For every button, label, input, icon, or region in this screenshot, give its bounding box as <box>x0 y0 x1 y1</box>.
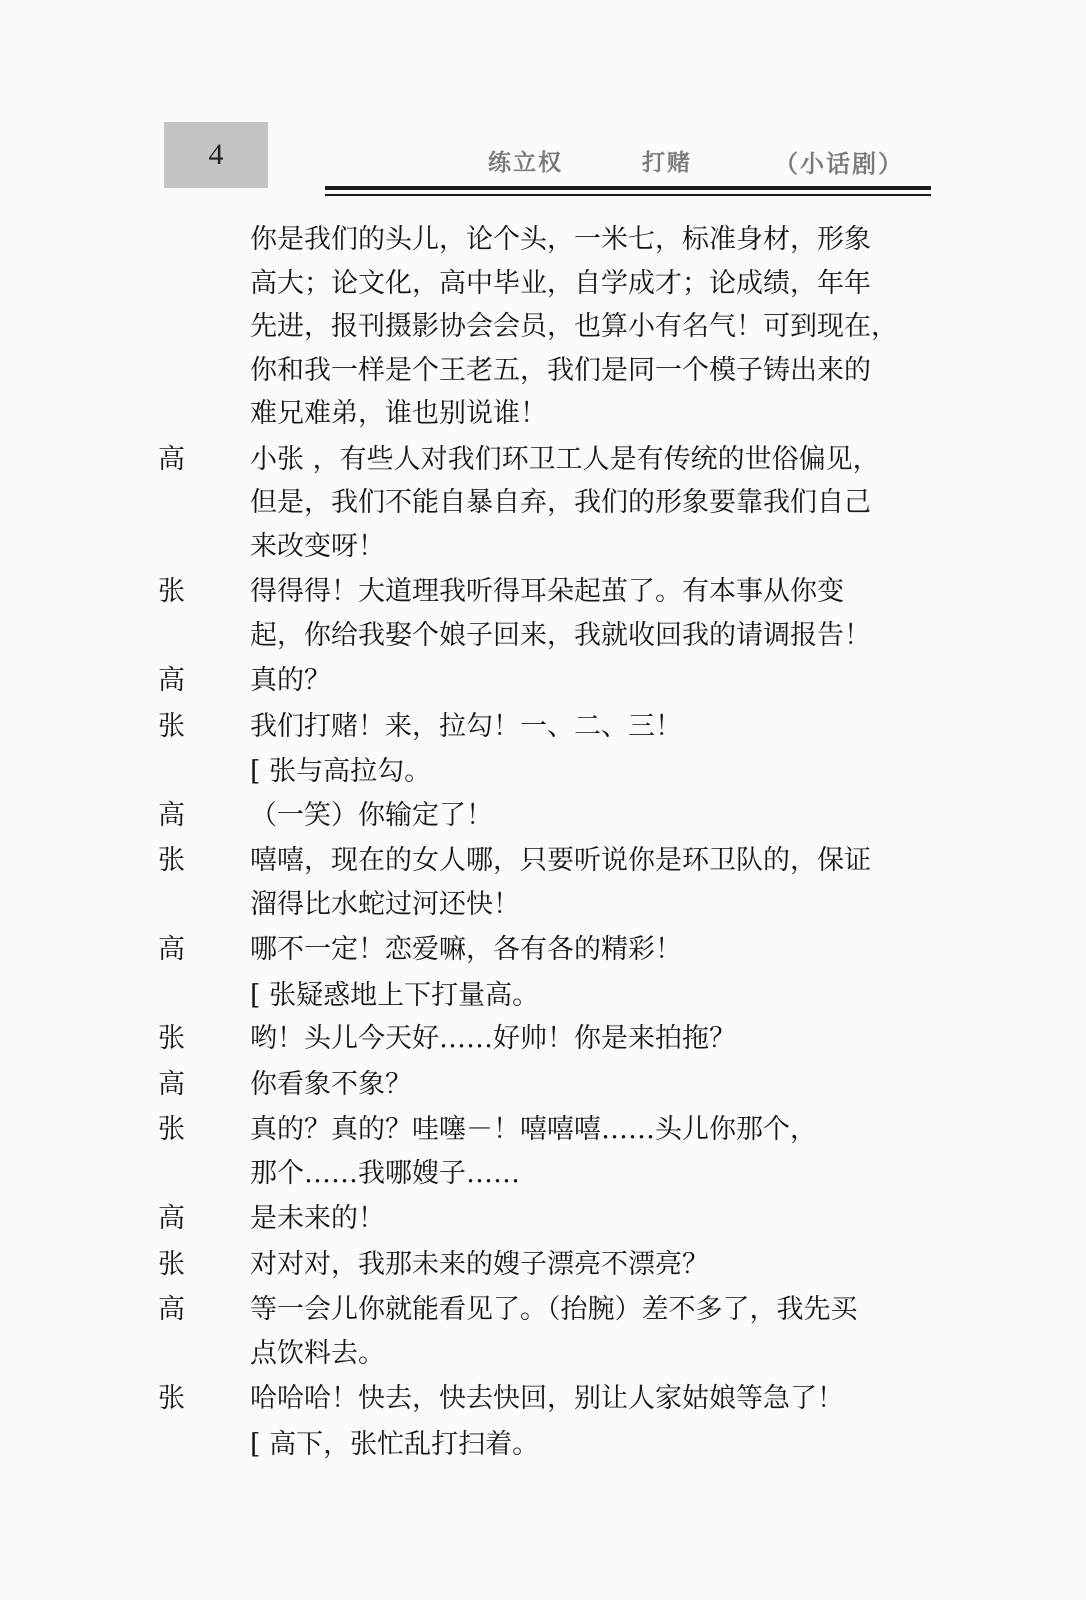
speaker-name: 张 <box>158 576 185 607</box>
running-head-genre: （小话剧） <box>774 150 904 178</box>
speaker-name: 张 <box>158 1114 185 1145</box>
dialogue-text: 是未来的！ <box>250 1203 385 1234</box>
running-head <box>470 138 930 178</box>
dialogue-text: 对对对，我那未来的嫂子漂亮不漂亮？ <box>250 1248 709 1280</box>
dialogue-row <box>158 794 938 838</box>
running-head-author: 练立权 <box>488 150 563 176</box>
dialogue-row <box>158 438 938 569</box>
speaker-name: 张 <box>158 845 185 876</box>
speaker-name: 高 <box>158 1294 185 1325</box>
dialogue-row <box>158 1017 938 1061</box>
speaker-name <box>158 218 250 436</box>
page-number: 4 <box>164 122 268 188</box>
speaker-name: 高 <box>158 1203 185 1234</box>
dialogue-row <box>158 839 938 926</box>
speaker-name: 高 <box>158 799 185 831</box>
header-rule-thick <box>325 186 931 190</box>
dialogue-text: 嘻嘻，现在的女人哪，只要听说你是环卫队的，保证 溜得比水蛇过河还快！ <box>250 845 871 920</box>
dialogue-row <box>158 570 938 657</box>
stage-direction: [ 张疑惑地上下打量高。 <box>250 979 540 1011</box>
dialogue-row <box>158 705 938 749</box>
dialogue-text: 得得得！大道理我听得耳朵起茧了。有本事从你变 起，你给我娶个娘子回来，我就收回我的请调报告！ <box>250 576 871 651</box>
dialogue-text: 你看象不象？ <box>250 1068 412 1100</box>
header-rule-thin <box>325 194 931 196</box>
dialogue-text: 我们打赌！来，拉勾！一、二、三！ <box>250 710 682 742</box>
dialogue-text: 等一会儿你就能看见了。（抬腕）差不多了，我先买 点饮料去。 <box>250 1294 858 1369</box>
stage-direction: [ 张与高拉勾。 <box>250 756 432 787</box>
dialogue-text: 小张 ，有些人对我们环卫工人是有传统的世俗偏见， 但是，我们不能自暴自弃，我们的形象要靠我们自己 来改变呀！ <box>250 443 880 562</box>
dialogue-text: 哪不一定！恋爱嘛，各有各的精彩！ <box>250 934 682 965</box>
dialogue-text: 哟！头儿今天好……好帅！你是来拍拖？ <box>250 1023 736 1054</box>
dialogue-text: 真的？ <box>250 665 331 696</box>
script-body <box>158 218 938 1466</box>
dialogue-row <box>158 218 938 436</box>
dialogue-row <box>158 1063 938 1107</box>
dialogue-row <box>158 1288 938 1375</box>
speaker-name: 张 <box>158 710 185 742</box>
speaker-name: 张 <box>158 1248 185 1280</box>
stage-direction: [ 高下，张忙乱打扫着。 <box>250 1428 540 1460</box>
dialogue-text: （一笑）你输定了！ <box>250 799 493 831</box>
dialogue-row <box>158 928 938 972</box>
dialogue-row <box>158 1377 938 1421</box>
dialogue-row <box>158 1243 938 1287</box>
speaker-name: 高 <box>158 443 185 475</box>
speaker-name: 高 <box>158 1068 185 1100</box>
running-head-title: 打赌 <box>642 150 692 176</box>
speaker-name: 高 <box>158 665 185 696</box>
dialogue-text: 你是我们的头儿，论个头，一米七，标准身材，形象 高大；论文化，高中毕业，自学成才；论成绩，年年 先进，报刊摄影协会会员，也算小有名气！可到现在， 你和我一样是个王老五，我们是同一个模子铸出来的 难兄难弟，谁也别说谁！ <box>250 224 898 429</box>
speaker-name: 张 <box>158 1023 185 1054</box>
dialogue-row <box>158 1197 938 1241</box>
speaker-name: 张 <box>158 1383 185 1414</box>
dialogue-text: 真的？真的？哇噻－！嘻嘻嘻……头儿你那个， 那个……我哪嫂子…… <box>250 1114 817 1189</box>
dialogue-row <box>158 1108 938 1195</box>
dialogue-text: 哈哈哈！快去，快去快回，别让人家姑娘等急了！ <box>250 1383 844 1414</box>
dialogue-row <box>158 659 938 703</box>
speaker-name: 高 <box>158 934 185 965</box>
